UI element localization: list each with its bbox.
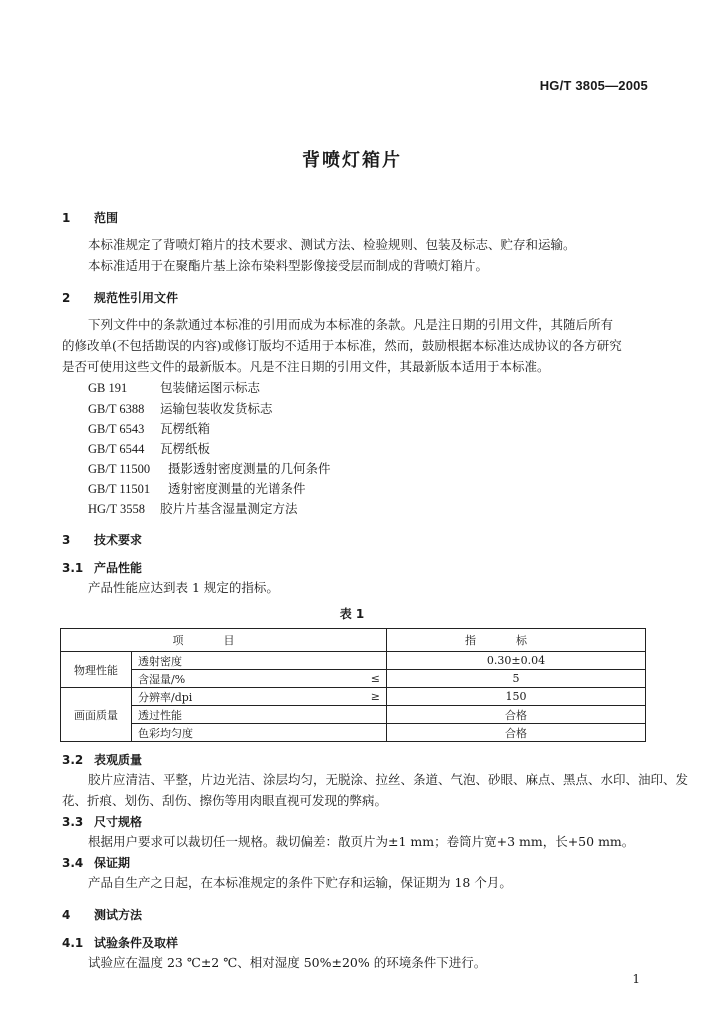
table-value: 5 [387,670,646,688]
reference-code: GB/T 11501 [88,482,151,496]
section-number: 3.4 [62,856,84,870]
table-row [61,670,646,688]
table-header-item: 项目 [61,629,387,652]
table-item: 透过性能 [132,706,365,724]
section-4-heading [62,906,142,923]
section-number: 3.1 [62,561,84,575]
reference-code: HG/T 3558 [88,502,146,516]
table-row [61,688,646,706]
section-3-heading [62,531,142,548]
section-number: 2 [62,291,71,305]
reference-name: 瓦楞纸板 [160,441,211,456]
table-value: 150 [387,688,646,706]
reference-item [88,419,210,439]
reference-code: GB/T 6544 [88,442,145,456]
section-3-4-text: 产品自生产之日起，在本标准规定的条件下贮存和运输，保证期为 18 个月。 [88,875,512,890]
section-title: 测试方法 [94,908,143,922]
section-4-1-heading [62,934,178,951]
standard-code: HG/T 3805—2005 [539,78,648,93]
table-value: 合格 [387,706,646,724]
section-title: 试验条件及取样 [94,936,179,950]
reference-name: 运输包装收发货标志 [160,401,273,416]
reference-item [88,499,298,519]
section-title: 产品性能 [94,561,143,575]
table-header-row [61,629,646,652]
reference-name: 包装储运图示标志 [160,380,261,395]
section-3-2-heading [62,751,142,768]
table-row [61,706,646,724]
section-number: 3.2 [62,753,84,767]
table-value: 0.30±0.04 [387,652,646,670]
section-title: 保证期 [94,856,131,870]
reference-item [88,459,331,479]
section-1-heading [62,209,118,226]
section-number: 1 [62,211,71,225]
reference-code: GB/T 6543 [88,422,145,436]
page-number: 1 [632,972,640,986]
reference-name: 胶片片基含湿量测定方法 [160,501,298,516]
table-value: 合格 [387,724,646,742]
section-1-paragraph-1: 本标准规定了背喷灯箱片的技术要求、测试方法、检验规则、包装及标志、贮存和运输。 [88,237,576,252]
reference-name: 摄影透射密度测量的几何条件 [168,461,331,476]
section-number: 4 [62,908,71,922]
section-4-1-text: 试验应在温度 23 ℃±2 ℃、相对湿度 50%±20% 的环境条件下进行。 [88,955,487,970]
section-title: 技术要求 [94,533,143,547]
table-category: 物理性能 [61,652,132,688]
reference-code: GB/T 6388 [88,402,145,416]
document-title: 背喷灯箱片 [302,150,402,171]
table-mark [364,706,387,724]
section-title: 规范性引用文件 [94,291,179,305]
section-number: 3 [62,533,71,547]
table-mark: ≥ [364,688,387,706]
reference-code: GB 191 [88,381,128,395]
section-2-paragraph-line-1: 下列文件中的条款通过本标准的引用而成为本标准的条款。凡是注日期的引用文件，其随后所有 [88,317,614,332]
section-3-1-heading [62,559,142,576]
table-caption: 表 1 [339,607,365,621]
reference-name: 瓦楞纸箱 [160,421,211,436]
section-3-4-heading [62,854,130,871]
reference-code: GB/T 11500 [88,462,151,476]
reference-item [88,378,260,398]
reference-item [88,439,210,459]
table-item: 透射密度 [132,652,365,670]
reference-item [88,479,306,499]
section-3-2-text-line-1: 胶片应清洁、平整，片边光洁、涂层均匀，无脱涂、拉丝、条道、气泡、砂眼、麻点、黑点、水印、油印、发 [88,772,689,787]
table-mark: ≤ [364,670,387,688]
spec-table [60,628,646,742]
table-row [61,724,646,742]
section-1-paragraph-2: 本标准适用于在聚酯片基上涂布染料型影像接受层而制成的背喷灯箱片。 [88,258,489,273]
section-3-3-text: 根据用户要求可以裁切任一规格。裁切偏差：散页片为±1 mm；卷筒片宽+3 mm，长+50 mm。 [88,834,635,849]
section-number: 3.3 [62,815,84,829]
table-item: 含湿量/% [132,670,365,688]
table-category: 画面质量 [61,688,132,742]
table-mark [364,652,387,670]
table-item: 色彩均匀度 [132,724,365,742]
section-number: 4.1 [62,936,84,950]
table-item: 分辨率/dpi [132,688,365,706]
section-3-2-text-line-2: 花、折痕、划伤、刮伤、擦伤等用肉眼直视可发现的弊病。 [62,793,388,808]
reference-item [88,399,273,419]
section-title: 尺寸规格 [94,815,143,829]
reference-name: 透射密度测量的光谱条件 [168,481,306,496]
table-row [61,652,646,670]
section-title: 范围 [94,211,119,225]
section-3-3-heading [62,813,142,830]
table-header-spec: 指标 [387,629,646,652]
section-3-1-text: 产品性能应达到表 1 规定的指标。 [88,580,279,595]
section-2-paragraph-line-2: 的修改单(不包括勘误的内容)或修订版均不适用于本标准，然而，鼓励根据本标准达成协议的各方研究 [62,338,622,353]
section-2-paragraph-line-3: 是否可使用这些文件的最新版本。凡是不注日期的引用文件，其最新版本适用于本标准。 [62,359,550,374]
section-2-heading [62,289,178,306]
table-mark [364,724,387,742]
section-title: 表观质量 [94,753,143,767]
